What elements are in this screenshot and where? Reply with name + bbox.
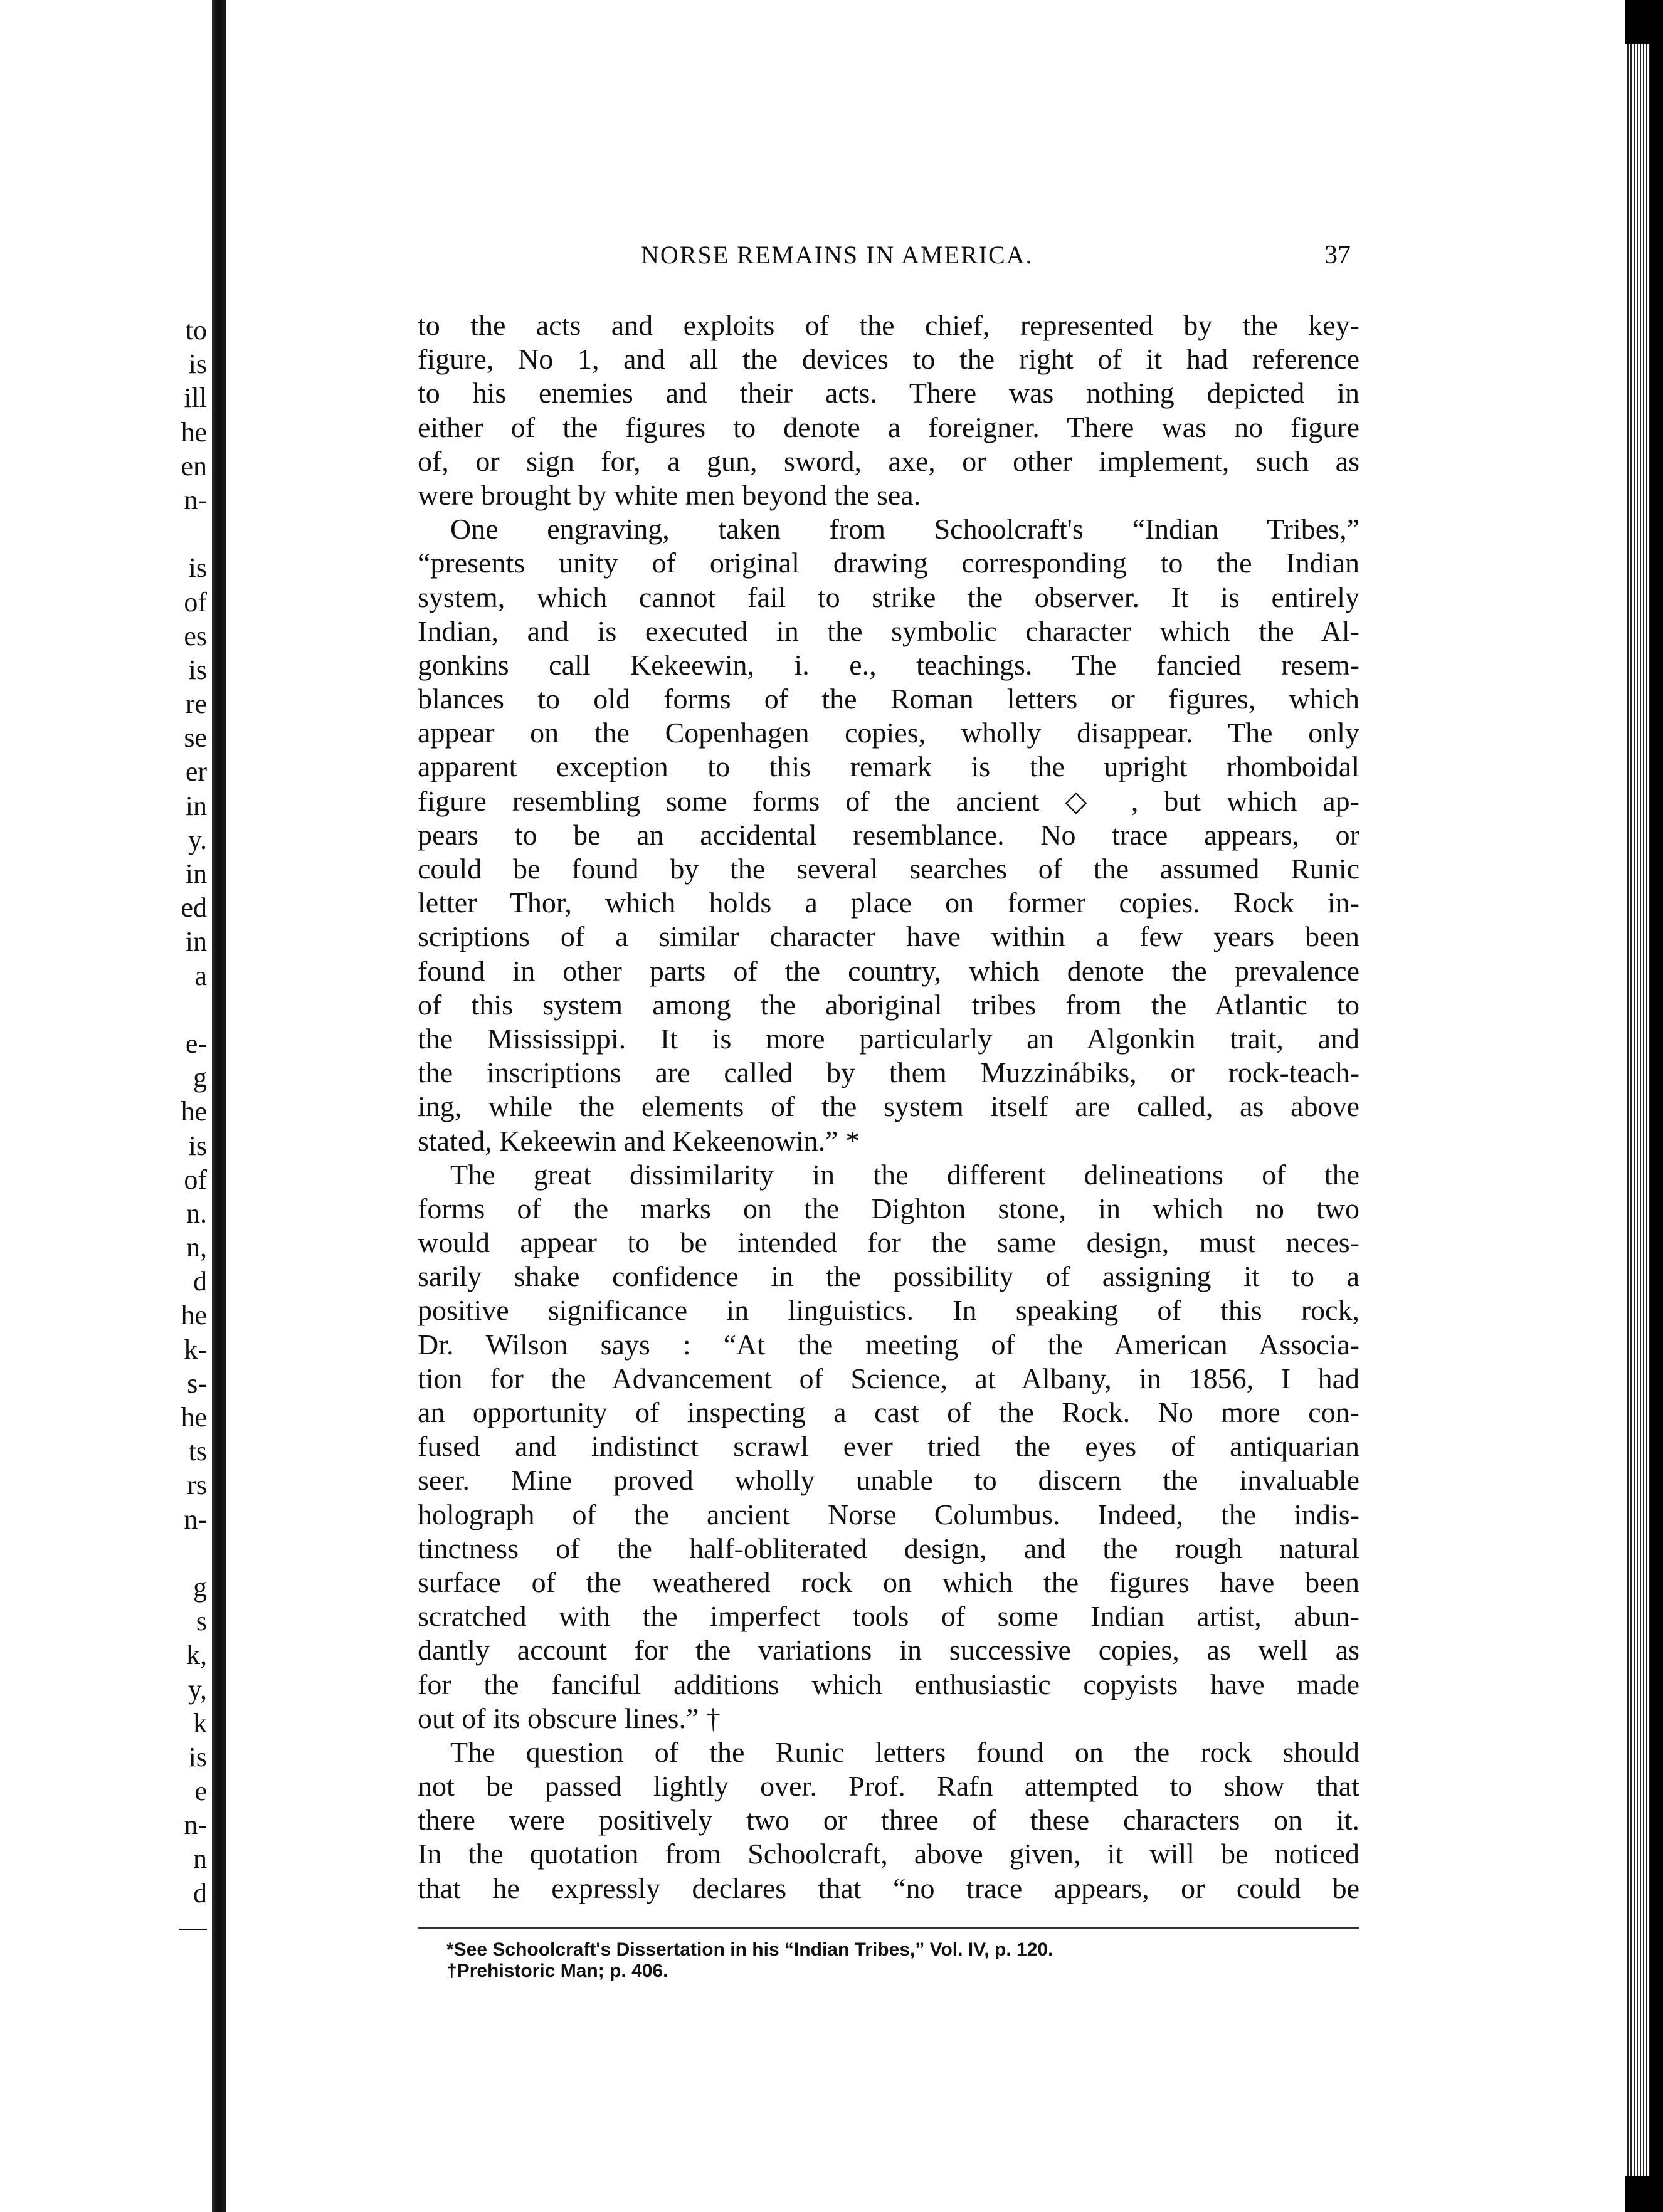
previous-page-fragment: ts bbox=[188, 1436, 207, 1467]
text-line: fused and indistinct scrawl ever tried the eyes of antiquarian bbox=[418, 1430, 1359, 1463]
footnote-rule bbox=[418, 1927, 1359, 1929]
text-line: out of its obscure lines.” † bbox=[418, 1702, 721, 1734]
previous-page-fragment: y, bbox=[187, 1673, 207, 1705]
text-line: not be passed lightly over. Prof. Rafn attempted to show that bbox=[418, 1770, 1359, 1803]
text-line: scratched with the imperfect tools of some Indian artist, abun- bbox=[418, 1600, 1359, 1633]
text-line: sarily shake confidence in the possibility of assigning it to a bbox=[418, 1260, 1359, 1293]
text-line: found in other parts of the country, which denote the prevalence bbox=[418, 954, 1359, 987]
previous-page-fragment: n- bbox=[184, 1809, 207, 1841]
previous-page-fragment: rs bbox=[187, 1470, 207, 1501]
previous-page-fragment bbox=[0, 517, 207, 551]
text-line: blances to old forms of the Roman letters or figures, which bbox=[418, 683, 1359, 715]
previous-page-fragment: g bbox=[193, 1571, 207, 1603]
text-line: figure resembling some forms of the ancient ◇ , but which ap- bbox=[418, 784, 1359, 817]
previous-page-fragment: is bbox=[188, 1130, 207, 1161]
previous-page-fragment: is bbox=[188, 349, 207, 380]
text-line: Indian, and is executed in the symbolic character which the Al- bbox=[418, 614, 1359, 647]
previous-page-fragment: n- bbox=[184, 484, 207, 515]
previous-page-fragment: is bbox=[188, 1741, 207, 1772]
previous-page-fragment: ed bbox=[181, 892, 207, 924]
previous-page-fragment: he bbox=[181, 1300, 207, 1331]
running-head: NORSE REMAINS IN AMERICA. bbox=[641, 241, 1033, 269]
text-line: scriptions of a similar character have within a few years been bbox=[418, 920, 1359, 953]
previous-page-fragment: n bbox=[193, 1843, 207, 1875]
previous-page-fragment: n- bbox=[184, 1504, 207, 1535]
previous-page-fragment: he bbox=[181, 1096, 207, 1127]
text-line: letter Thor, which holds a place on former copies. Rock in- bbox=[418, 887, 1359, 919]
text-line: to his enemies and their acts. There was nothing depicted in bbox=[418, 377, 1359, 409]
previous-page-fragment: he bbox=[181, 416, 207, 448]
previous-page-fragment: is bbox=[188, 552, 207, 584]
previous-page-fragment bbox=[0, 1537, 207, 1571]
text-line: the Mississippi. It is more particularly an Algonkin trait, and bbox=[418, 1022, 1359, 1055]
text-line: holograph of the ancient Norse Columbus. Indeed, the indis- bbox=[418, 1498, 1359, 1530]
text-line: The great dissimilarity in the different delineations of the bbox=[450, 1158, 1359, 1191]
text-line: the inscriptions are called by them Muzzinábiks, or rock-teach- bbox=[418, 1056, 1359, 1089]
previous-page-fragment: ill bbox=[184, 382, 207, 414]
previous-page-fragment: d bbox=[193, 1266, 207, 1297]
previous-page-fragment: of bbox=[184, 586, 207, 618]
text-line: dantly account for the variations in successive copies, as well as bbox=[418, 1634, 1359, 1667]
previous-page-fragment bbox=[0, 993, 207, 1027]
previous-page-fragment: es bbox=[184, 620, 207, 651]
footnote: †Prehistoric Man; p. 406. bbox=[446, 1961, 668, 1981]
previous-page-fragment: er bbox=[185, 756, 207, 787]
text-line: forms of the marks on the Dighton stone, in which no two bbox=[418, 1192, 1359, 1224]
previous-page-fragment: s bbox=[196, 1606, 207, 1637]
previous-page-fragment: in bbox=[185, 858, 207, 889]
previous-page-text-fragments bbox=[0, 313, 207, 1944]
previous-page-fragment: s- bbox=[187, 1367, 207, 1399]
text-line: there were positively two or three of these characters on it. bbox=[418, 1804, 1359, 1836]
text-line: an opportunity of inspecting a cast of the Rock. No more con- bbox=[418, 1396, 1359, 1428]
text-line: One engraving, taken from Schoolcraft's “Indian Tribes,” bbox=[450, 513, 1359, 545]
body-text bbox=[418, 308, 1359, 1905]
text-line: positive significance in linguistics. In speaking of this rock, bbox=[418, 1294, 1359, 1327]
previous-page-edge bbox=[0, 0, 212, 2212]
previous-page-fragment: he bbox=[181, 1402, 207, 1433]
book-gutter bbox=[212, 0, 226, 2212]
previous-page-fragment: re bbox=[185, 688, 207, 720]
text-line: tion for the Advancement of Science, at Albany, in 1856, I had bbox=[418, 1362, 1359, 1394]
previous-page-fragment: d bbox=[193, 1877, 207, 1909]
previous-page-fragment: k, bbox=[186, 1640, 207, 1671]
previous-page-fragment: in bbox=[185, 790, 207, 821]
text-line: that he expressly declares that “no trace appears, or could be bbox=[418, 1872, 1359, 1904]
previous-page-fragment: n. bbox=[186, 1198, 207, 1229]
previous-page-fragment: is bbox=[188, 654, 207, 685]
previous-page-fragment: k bbox=[193, 1707, 207, 1739]
text-line: tinctness of the half-obliterated design, and the rough natural bbox=[418, 1532, 1359, 1564]
previous-page-fragment: k- bbox=[184, 1334, 207, 1365]
text-line: would appear to be intended for the same design, must neces- bbox=[418, 1226, 1359, 1259]
text-line: pears to be an accidental resemblance. No trace appears, or bbox=[418, 818, 1359, 851]
text-line: system, which cannot fail to strike the observer. It is entirely bbox=[418, 581, 1359, 613]
text-line: appear on the Copenhagen copies, wholly disappear. The only bbox=[418, 717, 1359, 749]
text-line: The question of the Runic letters found on the rock should bbox=[450, 1735, 1359, 1768]
text-line: stated, Kekeewin and Kekeenowin.” * bbox=[418, 1124, 860, 1157]
text-line: seer. Mine proved wholly unable to discern the invaluable bbox=[418, 1464, 1359, 1497]
text-line: apparent exception to this remark is the upright rhomboidal bbox=[418, 750, 1359, 783]
text-line: of, or sign for, a gun, sword, axe, or other implement, such as bbox=[418, 445, 1359, 477]
previous-page-fragment: e bbox=[194, 1776, 207, 1807]
text-line: ing, while the elements of the system itself are called, as above bbox=[418, 1090, 1359, 1123]
text-line: surface of the weathered rock on which the figures have been bbox=[418, 1566, 1359, 1598]
text-line: In the quotation from Schoolcraft, above given, it will be noticed bbox=[418, 1838, 1359, 1870]
previous-page-fragment: g bbox=[193, 1062, 207, 1093]
text-line: could be found by the several searches of the assumed Runic bbox=[418, 853, 1359, 885]
text-line: were brought by white men beyond the sea. bbox=[418, 478, 921, 511]
previous-page-fragment: e- bbox=[185, 1028, 207, 1059]
text-line: for the fanciful additions which enthusiastic copyists have made bbox=[418, 1668, 1359, 1700]
footnotes bbox=[446, 1939, 1053, 1982]
previous-page-fragment: a bbox=[194, 960, 207, 991]
text-line: Dr. Wilson says : “At the meeting of the American Associa- bbox=[418, 1328, 1359, 1361]
text-line: “presents unity of original drawing corresponding to the Indian bbox=[418, 547, 1359, 579]
previous-page-fragment: en bbox=[181, 450, 207, 482]
page-number: 37 bbox=[1324, 241, 1351, 270]
previous-page-fragment: y. bbox=[187, 824, 207, 855]
previous-page-fragment: — bbox=[179, 1911, 207, 1942]
text-line: figure, No 1, and all the devices to the right of it had reference bbox=[418, 343, 1359, 376]
text-line: to the acts and exploits of the chief, represented by the key- bbox=[418, 309, 1359, 341]
previous-page-fragment: in bbox=[185, 926, 207, 957]
page-edges bbox=[1625, 44, 1650, 2176]
previous-page-fragment: se bbox=[184, 722, 207, 754]
text-line: of this system among the aboriginal tribes from the Atlantic to bbox=[418, 988, 1359, 1021]
previous-page-fragment: of bbox=[184, 1164, 207, 1195]
previous-page-fragment: to bbox=[185, 315, 207, 345]
previous-page-fragment: n, bbox=[186, 1232, 207, 1263]
text-line: either of the figures to denote a foreigner. There was no figure bbox=[418, 411, 1359, 443]
footnote: *See Schoolcraft's Dissertation in his “Indian Tribes,” Vol. IV, p. 120. bbox=[446, 1939, 1053, 1960]
text-line: gonkins call Kekeewin, i. e., teachings. The fancied resem- bbox=[418, 648, 1359, 681]
